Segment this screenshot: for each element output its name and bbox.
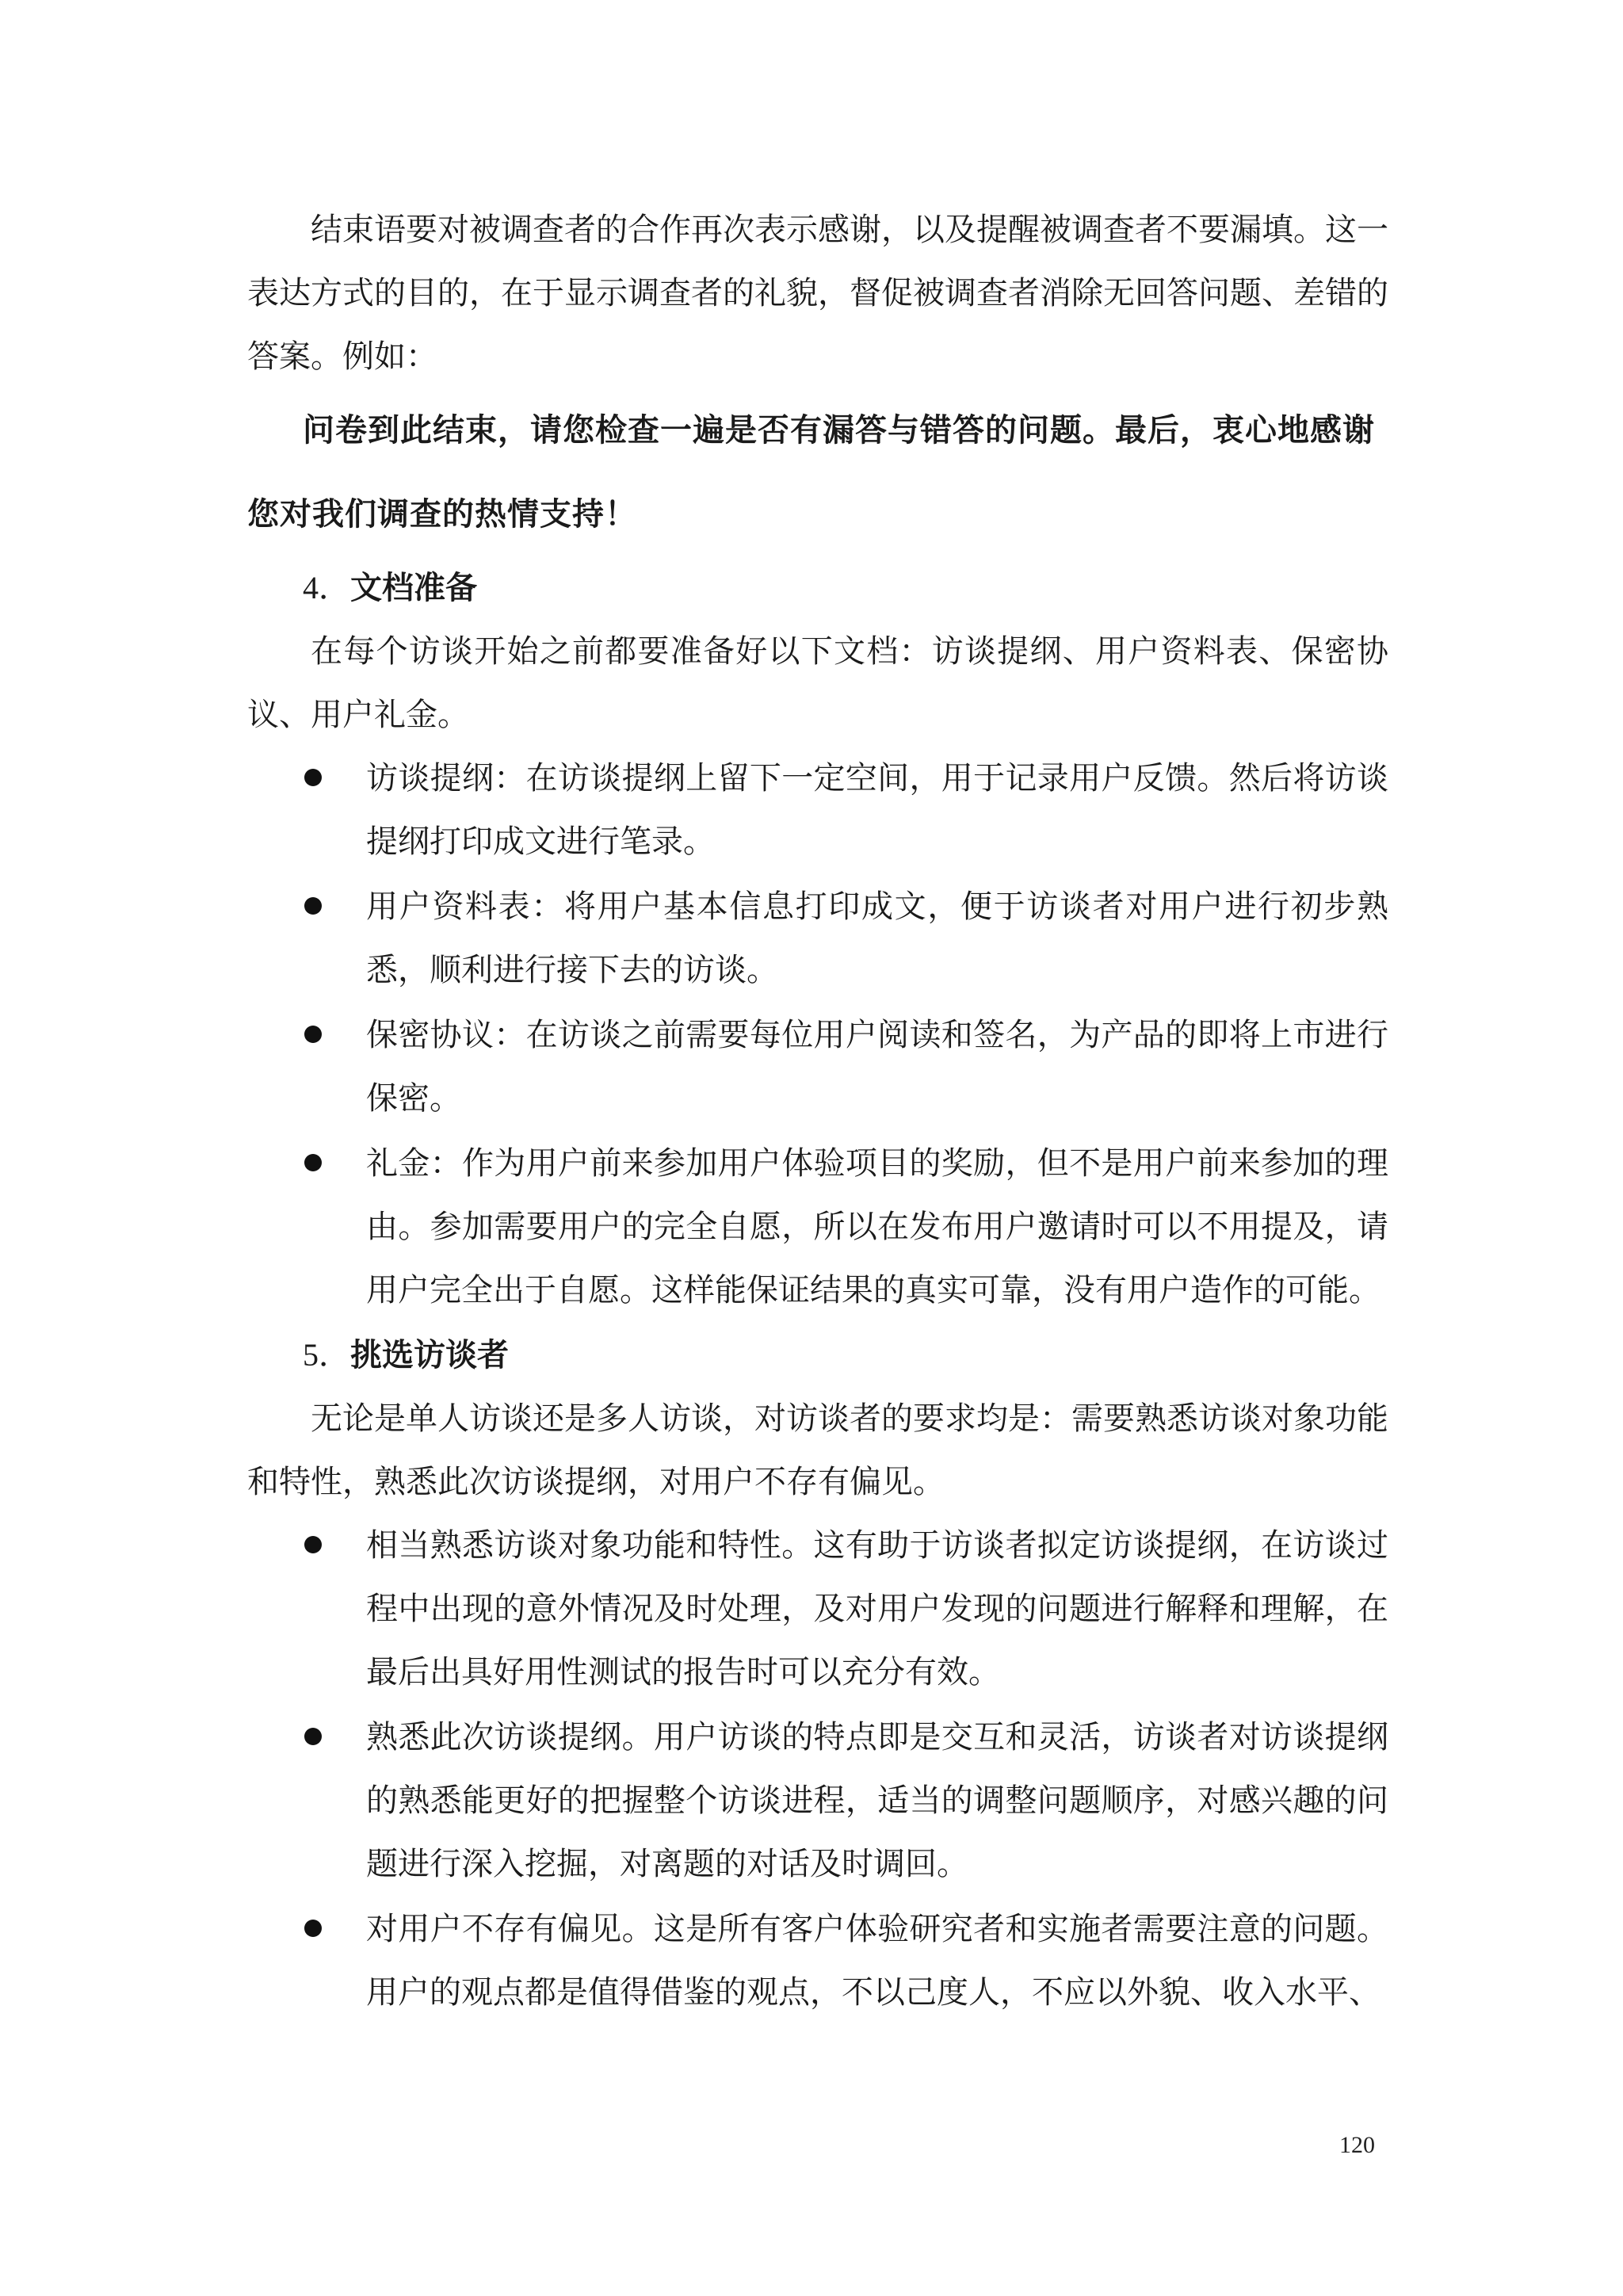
intro-paragraph: 结束语要对被调查者的合作再次表示感谢，以及提醒被调查者不要漏填。这一表达方式的目的，在于显示调查者的礼貌，督促被调查者消除无回答问题、差错的答案。例如： bbox=[247, 212, 1388, 375]
list-item bbox=[247, 1132, 1388, 1322]
example-quote: 问卷到此结束，请您检查一遍是否有漏答与错答的问题。最后，衷心地感谢您对我们调查的热情支持！ bbox=[247, 412, 1375, 533]
bullet-dot-icon bbox=[304, 1920, 322, 1937]
section-4-title: 文档准备 bbox=[350, 569, 477, 606]
bullet-text: 对用户不存有偏见。这是所有客户体验研究者和实施者需要注意的问题。用户的观点都是值得借鉴的观点，不以己度人，不应以外貌、收入水平、 bbox=[366, 1911, 1388, 2011]
list-item bbox=[247, 1514, 1388, 1704]
section-5-title: 挑选访谈者 bbox=[350, 1336, 509, 1373]
bullet-dot-icon bbox=[304, 897, 322, 915]
section-5-heading bbox=[247, 1324, 1388, 1387]
document-page bbox=[247, 198, 1388, 2026]
list-item bbox=[247, 1706, 1388, 1896]
section-5-number: 5． bbox=[303, 1337, 350, 1373]
bullet-dot-icon bbox=[304, 1536, 322, 1553]
list-item bbox=[247, 747, 1388, 873]
bullet-dot-icon bbox=[304, 1026, 322, 1043]
list-item bbox=[247, 1003, 1388, 1130]
list-item bbox=[247, 1897, 1388, 2024]
bullet-dot-icon bbox=[304, 1154, 322, 1171]
bullet-text: 保密协议：在访谈之前需要每位用户阅读和签名，为产品的即将上市进行保密。 bbox=[366, 1017, 1388, 1117]
section-4-heading bbox=[247, 556, 1388, 620]
bullet-text: 访谈提纲：在访谈提纲上留下一定空间，用于记录用户反馈。然后将访谈提纲打印成文进行笔录。 bbox=[366, 760, 1388, 860]
bullet-text: 熟悉此次访谈提纲。用户访谈的特点即是交互和灵活，访谈者对访谈提纲的熟悉能更好的把握整个访谈进程，适当的调整问题顺序，对感兴趣的问题进行深入挖掘，对离题的对话及时调回。 bbox=[366, 1719, 1388, 1882]
page-number: 120 bbox=[1339, 2132, 1375, 2158]
bullet-dot-icon bbox=[304, 769, 322, 786]
bullet-text: 相当熟悉访谈对象功能和特性。这有助于访谈者拟定访谈提纲，在访谈过程中出现的意外情况及时处理，及对用户发现的问题进行解释和理解，在最后出具好用性测试的报告时可以充分有效。 bbox=[366, 1527, 1388, 1690]
bullet-text: 用户资料表：将用户基本信息打印成文，便于访谈者对用户进行初步熟悉，顺利进行接下去的访谈。 bbox=[366, 888, 1388, 988]
bullet-dot-icon bbox=[304, 1728, 322, 1745]
section-5-paragraph: 无论是单人访谈还是多人访谈，对访谈者的要求均是：需要熟悉访谈对象功能和特性，熟悉此次访谈提纲，对用户不存有偏见。 bbox=[247, 1400, 1388, 1500]
section-4-bullet-list bbox=[247, 747, 1388, 1322]
section-4-number: 4． bbox=[303, 570, 350, 606]
section-5-bullet-list bbox=[247, 1514, 1388, 2024]
section-4-paragraph: 在每个访谈开始之前都要准备好以下文档：访谈提纲、用户资料表、保密协议、用户礼金。 bbox=[247, 633, 1388, 733]
list-item bbox=[247, 875, 1388, 1002]
bullet-text: 礼金：作为用户前来参加用户体验项目的奖励，但不是用户前来参加的理由。参加需要用户的完全自愿，所以在发布用户邀请时可以不用提及，请用户完全出于自愿。这样能保证结果的真实可靠，没有用户造作的可能。 bbox=[366, 1145, 1388, 1308]
